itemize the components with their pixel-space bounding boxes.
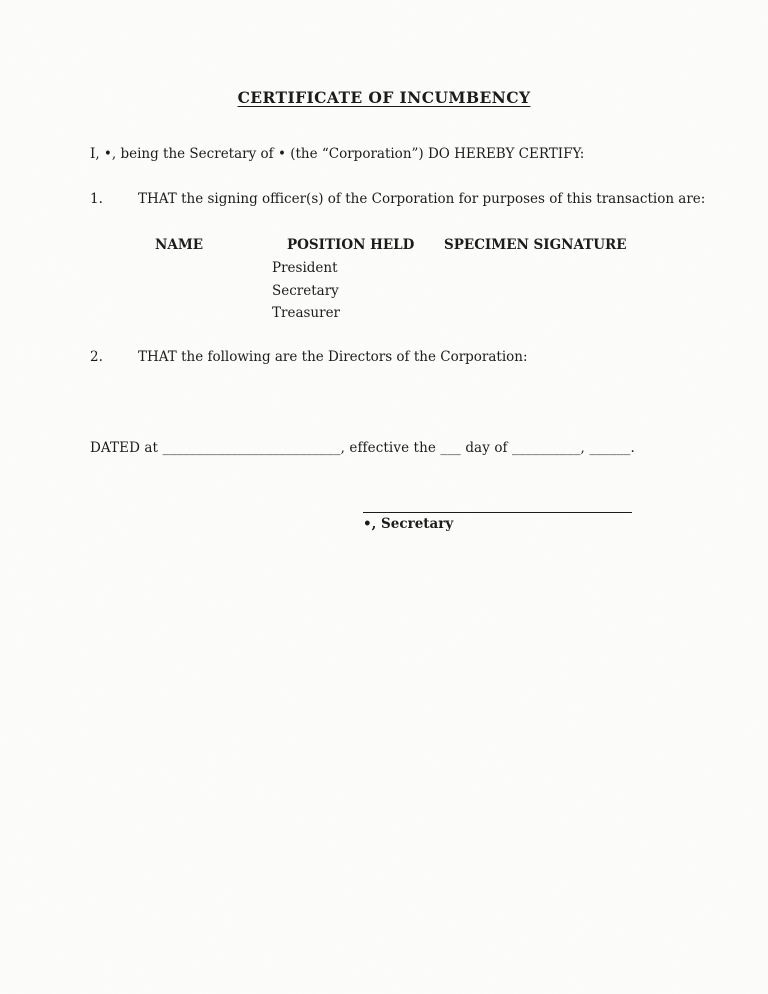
dated-line xyxy=(90,440,635,456)
dated-day-of: day of xyxy=(460,440,513,456)
dated-prefix: DATED at xyxy=(90,440,163,456)
dated-period: . xyxy=(630,440,635,456)
dated-year-blank: ______ xyxy=(589,440,631,456)
dated-comma: , xyxy=(580,440,590,456)
dated-place-blank: __________________________ xyxy=(162,440,341,456)
table-row-secretary: Secretary xyxy=(272,283,339,299)
signature-line xyxy=(363,512,632,513)
table-row-president: President xyxy=(272,260,338,276)
clause-1-text: THAT the signing officer(s) of the Corporation for purposes of this transaction are: xyxy=(138,191,706,207)
document-title: CERTIFICATE OF INCUMBENCY xyxy=(237,88,531,107)
table-header-position-held: POSITION HELD xyxy=(287,237,415,253)
table-header-specimen-signature: SPECIMEN SIGNATURE xyxy=(444,237,627,253)
dated-effective: , effective the xyxy=(340,440,441,456)
table-header-name: NAME xyxy=(155,237,204,253)
clause-1-number: 1. xyxy=(90,191,103,207)
clause-2-number: 2. xyxy=(90,349,103,365)
dated-day-blank: ___ xyxy=(440,440,461,456)
clause-2-text: THAT the following are the Directors of the Corporation: xyxy=(138,349,528,365)
signature-name-label: •, Secretary xyxy=(363,516,454,532)
intro-clause: I, •, being the Secretary of • (the “Corporation”) DO HEREBY CERTIFY: xyxy=(90,146,585,162)
table-row-treasurer: Treasurer xyxy=(272,305,341,321)
dated-month-blank: __________ xyxy=(512,440,581,456)
